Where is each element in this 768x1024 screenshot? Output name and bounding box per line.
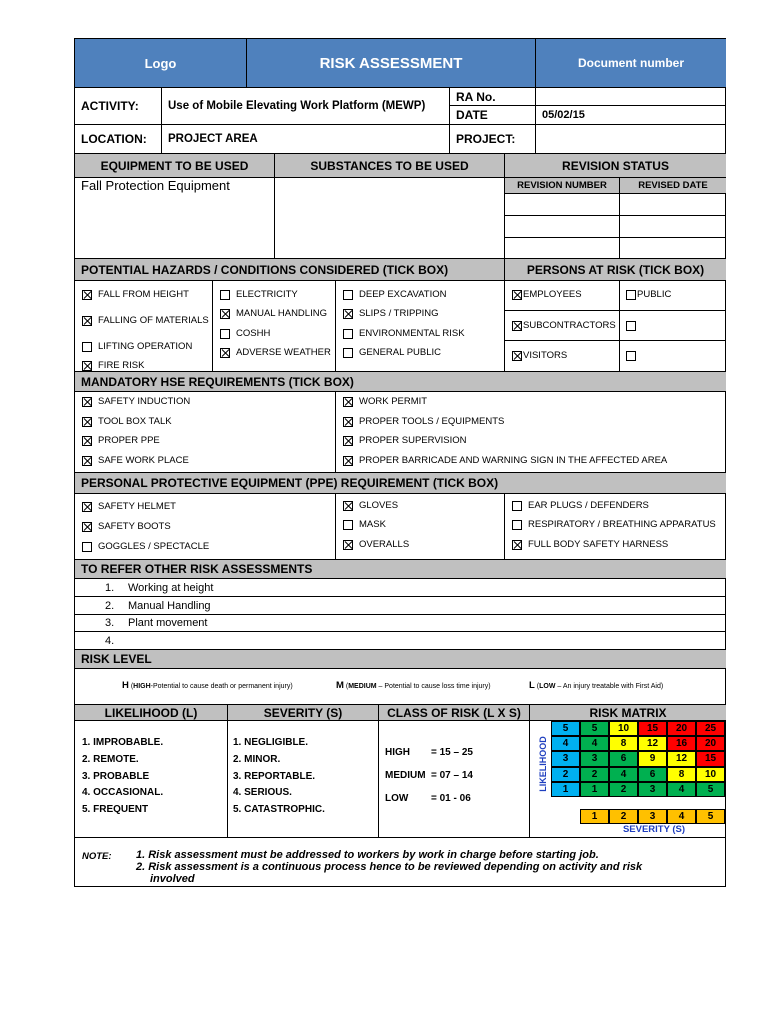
risk-paren: ( [343, 683, 349, 690]
likelihood-list [82, 735, 163, 819]
checkbox-icon [512, 520, 522, 530]
matrix-cell: 15 [638, 721, 667, 736]
matrix-cell: 12 [667, 751, 696, 766]
divider [75, 668, 726, 669]
checkbox-icon [82, 361, 92, 371]
refer-item[interactable] [105, 597, 705, 614]
risk-assessment-form [74, 38, 726, 887]
checkbox-icon [343, 417, 353, 427]
matrix-cell: 4 [580, 736, 609, 751]
checkbox-label: SUBCONTRACTORS [523, 320, 616, 331]
matrix-cell: 12 [638, 736, 667, 751]
checkbox-label: EAR PLUGS / DEFENDERS [528, 500, 649, 511]
project-field[interactable] [535, 125, 726, 153]
matrix-cell: 10 [609, 721, 638, 736]
class-row [385, 741, 473, 764]
risk-paren: ( [128, 683, 134, 690]
checkbox-label: ENVIRONMENTAL RISK [359, 328, 465, 339]
checkbox-icon [82, 522, 92, 532]
hazard-checkbox[interactable] [82, 315, 209, 326]
checkbox-icon [82, 436, 92, 446]
divider [378, 721, 379, 837]
checkbox-icon [512, 321, 522, 331]
likelihood-item: 1. IMPROBABLE. [82, 737, 164, 748]
checkbox-label: GENERAL PUBLIC [359, 347, 442, 358]
ppe-checkbox[interactable] [512, 500, 649, 511]
hse-checkbox[interactable] [82, 396, 190, 407]
ppe-checkbox[interactable] [343, 500, 398, 511]
substances-header: SUBSTANCES TO BE USED [274, 154, 504, 177]
severity-item: 3. REPORTABLE. [233, 770, 316, 782]
risk-desc: -Potential to cause death or permanent injury) [150, 683, 293, 690]
checkbox-label: RESPIRATORY / BREATHING APPARATUS [528, 519, 716, 530]
form-title-cell [246, 39, 535, 87]
revision-status-header: REVISION STATUS [504, 154, 726, 177]
matrix-cell: 20 [696, 736, 725, 751]
checkbox-icon [343, 309, 353, 319]
checkbox-label: PROPER SUPERVISION [359, 435, 467, 446]
matrix-cell: 9 [638, 751, 667, 766]
person-checkbox[interactable] [512, 350, 567, 361]
checkbox-label: WORK PERMIT [359, 396, 428, 407]
checkbox-label: SLIPS / TRIPPING [359, 308, 439, 319]
checkbox-icon [512, 351, 522, 361]
hazards-header: POTENTIAL HAZARDS / CONDITIONS CONSIDERED (TICK BOX) [75, 259, 504, 280]
hazard-checkbox[interactable] [220, 308, 327, 319]
equipment-field[interactable]: Fall Protection Equipment [81, 178, 230, 193]
hazard-checkbox[interactable] [343, 328, 465, 339]
checkbox-icon [220, 348, 230, 358]
matrix-cell: 6 [609, 751, 638, 766]
checkbox-icon [512, 501, 522, 511]
matrix-cell: 2 [609, 782, 638, 797]
checkbox-label: SAFETY INDUCTION [98, 396, 191, 407]
checkbox-label: FIRE RISK [98, 360, 145, 371]
checkbox-icon [512, 540, 522, 550]
hazard-checkbox[interactable] [82, 289, 189, 300]
divider [227, 721, 228, 837]
ppe-checkbox[interactable] [343, 539, 409, 550]
revision-number-cell[interactable] [504, 193, 619, 215]
likelihood-axis-label-box [534, 728, 552, 800]
divider [504, 494, 505, 559]
location-field[interactable]: PROJECT AREA [161, 125, 449, 153]
ra-no-field[interactable] [535, 88, 726, 106]
refer-header: TO REFER OTHER RISK ASSESSMENTS [75, 560, 726, 578]
class-name: HIGH [385, 747, 410, 758]
hse-checkbox[interactable] [82, 435, 160, 446]
revision-number-cell[interactable] [504, 237, 619, 258]
checkbox-icon [343, 501, 353, 511]
checkbox-label: PROPER TOOLS / EQUIPMENTS [359, 416, 505, 427]
divider [75, 391, 726, 392]
matrix-col-label: 2 [609, 809, 638, 824]
class-list [385, 741, 473, 810]
checkbox-icon [82, 316, 92, 326]
ppe-checkbox[interactable] [82, 501, 176, 512]
matrix-row-label: 3 [551, 751, 580, 766]
likelihood-header: LIKELIHOOD (L) [75, 705, 227, 720]
checkbox-label: MASK [359, 519, 386, 530]
class-name: MEDIUM [385, 770, 426, 781]
note-line: 1. Risk assessment must be addressed to workers by work in charge before starting job. [136, 849, 599, 861]
divider [335, 494, 336, 559]
class-range: = 07 – 14 [431, 770, 473, 781]
revision-number-header: REVISION NUMBER [504, 178, 619, 193]
hazard-checkbox[interactable] [220, 347, 331, 358]
refer-item[interactable] [105, 614, 705, 631]
refer-item[interactable] [105, 579, 705, 596]
checkbox-icon [220, 309, 230, 319]
risk-paren: ( [534, 683, 540, 690]
checkbox-label: PROPER PPE [98, 435, 160, 446]
class-row [385, 787, 473, 810]
date-field[interactable]: 05/02/15 [535, 106, 726, 124]
checkbox-icon [82, 542, 92, 552]
note-label: NOTE: [82, 851, 112, 862]
checkbox-label: EMPLOYEES [523, 289, 582, 300]
checkbox-icon [220, 290, 230, 300]
hazard-checkbox[interactable] [343, 289, 446, 300]
note-text [136, 849, 721, 885]
matrix-cell: 8 [667, 767, 696, 782]
ra-no-label: RA No. [449, 88, 535, 106]
person-checkbox[interactable] [626, 351, 637, 361]
refer-text: Working at height [128, 581, 214, 594]
note-line: involved [150, 873, 195, 885]
risk-word: MEDIUM [348, 683, 377, 690]
matrix-cell: 3 [580, 751, 609, 766]
refer-number: 4. [105, 634, 115, 647]
checkbox-label: MANUAL HANDLING [236, 308, 327, 319]
checkbox-label: PUBLIC [637, 289, 672, 300]
refer-item[interactable] [105, 632, 705, 649]
persons-at-risk-header: PERSONS AT RISK (TICK BOX) [504, 259, 726, 280]
matrix-cell: 20 [667, 721, 696, 736]
class-range: = 01 - 06 [431, 793, 471, 804]
risk-desc: – Potential to cause loss time injury) [376, 683, 491, 690]
checkbox-icon [512, 290, 522, 300]
checkbox-icon [343, 456, 353, 466]
checkbox-icon [626, 321, 636, 331]
risk-level-header: RISK LEVEL [75, 650, 726, 668]
likelihood-item: 5. FREQUENT [82, 804, 149, 816]
divider [504, 340, 726, 341]
location-label: LOCATION: [81, 132, 147, 146]
revision-number-cell[interactable] [504, 215, 619, 237]
activity-label: ACTIVITY: [81, 99, 139, 113]
risk-letter: M [336, 680, 344, 691]
matrix-cell: 16 [667, 736, 696, 751]
ppe-checkbox[interactable] [512, 519, 716, 530]
note-line: 2. Risk assessment is a continuous process hence to be reviewed depending on activity and risk [136, 861, 643, 873]
matrix-cell: 10 [696, 767, 725, 782]
severity-item: 1. NEGLIGIBLE. [233, 737, 309, 748]
checkbox-icon [82, 456, 92, 466]
refer-number: 3. [105, 616, 115, 629]
divider [335, 392, 336, 472]
checkbox-label: GLOVES [359, 500, 399, 511]
hse-checkbox[interactable] [82, 416, 172, 427]
checkbox-label: SAFE WORK PLACE [98, 455, 189, 466]
equipment-header: EQUIPMENT TO BE USED [75, 154, 274, 177]
matrix-cell: 5 [696, 782, 725, 797]
likelihood-axis-label: LIKELIHOOD [538, 736, 548, 792]
divider [504, 281, 505, 371]
substances-field[interactable] [274, 178, 504, 258]
checkbox-label: ADVERSE WEATHER [236, 347, 331, 358]
hse-checkbox[interactable] [343, 416, 504, 427]
severity-axis-label: SEVERITY (S) [622, 824, 686, 835]
divider [212, 281, 213, 371]
class-name: LOW [385, 793, 409, 804]
hazard-checkbox[interactable] [220, 289, 298, 300]
checkbox-icon [343, 348, 353, 358]
checkbox-label: OVERALLS [359, 539, 410, 550]
checkbox-icon [343, 520, 353, 530]
matrix-cell: 3 [638, 782, 667, 797]
matrix-cell: 1 [580, 782, 609, 797]
matrix-cell: 5 [580, 721, 609, 736]
form-title: RISK ASSESSMENT [319, 54, 463, 72]
severity-item: 4. SERIOUS. [233, 787, 292, 799]
risk-level-medium [336, 680, 491, 691]
severity-item: 5. CATASTROPHIC. [233, 804, 325, 816]
checkbox-label: FULL BODY SAFETY HARNESS [528, 539, 669, 550]
matrix-col-label: 4 [667, 809, 696, 824]
divider [75, 280, 726, 281]
hse-checkbox[interactable] [343, 455, 667, 466]
matrix-header: RISK MATRIX [529, 705, 726, 720]
checkbox-icon [82, 342, 92, 352]
matrix-row-label: 2 [551, 767, 580, 782]
checkbox-icon [343, 290, 353, 300]
severity-header: SEVERITY (S) [227, 705, 378, 720]
document-number-cell [535, 39, 726, 87]
matrix-cell: 6 [638, 767, 667, 782]
likelihood-item: 4. OCCASIONAL. [82, 787, 164, 799]
matrix-row-label: 5 [551, 721, 580, 736]
divider [529, 721, 530, 837]
checkbox-icon [343, 540, 353, 550]
likelihood-item: 2. REMOTE. [82, 753, 139, 765]
matrix-cell: 4 [667, 782, 696, 797]
class-row [385, 764, 473, 787]
revised-date-cell[interactable] [619, 193, 726, 215]
hazard-checkbox[interactable] [82, 360, 144, 371]
refer-text: Manual Handling [128, 599, 211, 612]
hazard-checkbox[interactable] [82, 341, 192, 352]
risk-word: LOW [539, 683, 556, 690]
checkbox-label: TOOL BOX TALK [98, 416, 172, 427]
risk-matrix [551, 720, 726, 825]
logo-text: Logo [144, 55, 177, 71]
class-range: = 15 – 25 [431, 747, 473, 758]
matrix-cell: 25 [696, 721, 725, 736]
matrix-col-label: 1 [580, 809, 609, 824]
checkbox-label: FALLING OF MATERIALS [98, 315, 209, 326]
hse-header: MANDATORY HSE REQUIREMENTS (TICK BOX) [75, 372, 726, 391]
matrix-row-label: 4 [551, 736, 580, 751]
hazard-checkbox[interactable] [343, 308, 439, 319]
risk-word: HIGH [133, 683, 151, 690]
divider [619, 281, 620, 371]
logo-cell [75, 39, 246, 87]
hazard-checkbox[interactable] [220, 328, 270, 339]
checkbox-label: LIFTING OPERATION [98, 341, 193, 352]
checkbox-icon [343, 436, 353, 446]
project-label: PROJECT: [449, 125, 535, 153]
person-checkbox[interactable] [512, 320, 616, 331]
ppe-checkbox[interactable] [512, 539, 668, 550]
checkbox-icon [626, 290, 636, 300]
matrix-col-label: 5 [696, 809, 725, 824]
class-header: CLASS OF RISK (L X S) [378, 705, 529, 720]
matrix-cell: 8 [609, 736, 638, 751]
checkbox-icon [220, 329, 230, 339]
checkbox-label: COSHH [236, 328, 271, 339]
severity-list [233, 735, 325, 819]
risk-letter: H [122, 680, 129, 691]
divider [335, 281, 336, 371]
matrix-cell: 2 [580, 767, 609, 782]
checkbox-label: VISITORS [523, 350, 568, 361]
checkbox-label: GOGGLES / SPECTACLE [98, 541, 210, 552]
checkbox-label: SAFETY HELMET [98, 501, 176, 512]
checkbox-icon [82, 397, 92, 407]
refer-text: Plant movement [128, 616, 208, 629]
revised-date-cell[interactable] [619, 237, 726, 258]
hse-checkbox[interactable] [343, 396, 427, 407]
activity-field[interactable]: Use of Mobile Elevating Work Platform (MEWP) [161, 88, 449, 124]
ppe-checkbox[interactable] [82, 541, 209, 552]
risk-level-low [529, 680, 663, 691]
person-checkbox[interactable] [512, 289, 582, 300]
ppe-checkbox[interactable] [343, 519, 386, 530]
matrix-row-label: 1 [551, 782, 580, 797]
checkbox-label: SAFETY BOOTS [98, 521, 171, 532]
hse-checkbox[interactable] [82, 455, 189, 466]
refer-number: 2. [105, 599, 115, 612]
checkbox-label: ELECTRICITY [236, 289, 298, 300]
checkbox-label: FALL FROM HEIGHT [98, 289, 189, 300]
divider [75, 837, 726, 838]
refer-number: 1. [105, 581, 115, 594]
checkbox-icon [343, 397, 353, 407]
matrix-cell: 15 [696, 751, 725, 766]
revised-date-cell[interactable] [619, 215, 726, 237]
risk-level-high [122, 680, 293, 691]
checkbox-icon [82, 502, 92, 512]
checkbox-icon [82, 417, 92, 427]
risk-desc: – An injury treatable with First Aid) [555, 683, 664, 690]
risk-letter: L [529, 680, 535, 691]
matrix-col-label: 3 [638, 809, 667, 824]
ppe-header: PERSONAL PROTECTIVE EQUIPMENT (PPE) REQUIREMENT (TICK BOX) [75, 473, 726, 493]
severity-item: 2. MINOR. [233, 753, 281, 765]
date-label: DATE [449, 106, 535, 124]
matrix-cell: 4 [609, 767, 638, 782]
hazard-checkbox[interactable] [343, 347, 441, 358]
divider [504, 310, 726, 311]
checkbox-icon [626, 351, 636, 361]
hse-checkbox[interactable] [343, 435, 467, 446]
revised-date-header: REVISED DATE [619, 178, 726, 193]
checkbox-icon [343, 329, 353, 339]
checkbox-label: PROPER BARRICADE AND WARNING SIGN IN THE AFFECTED AREA [359, 455, 668, 466]
checkbox-icon [82, 290, 92, 300]
divider [75, 493, 726, 494]
document-number-label: Document number [577, 56, 684, 70]
person-checkbox[interactable] [626, 321, 637, 331]
likelihood-item: 3. PROBABLE [82, 770, 150, 782]
ppe-checkbox[interactable] [82, 521, 171, 532]
checkbox-label: DEEP EXCAVATION [359, 289, 447, 300]
person-checkbox[interactable] [626, 289, 671, 300]
